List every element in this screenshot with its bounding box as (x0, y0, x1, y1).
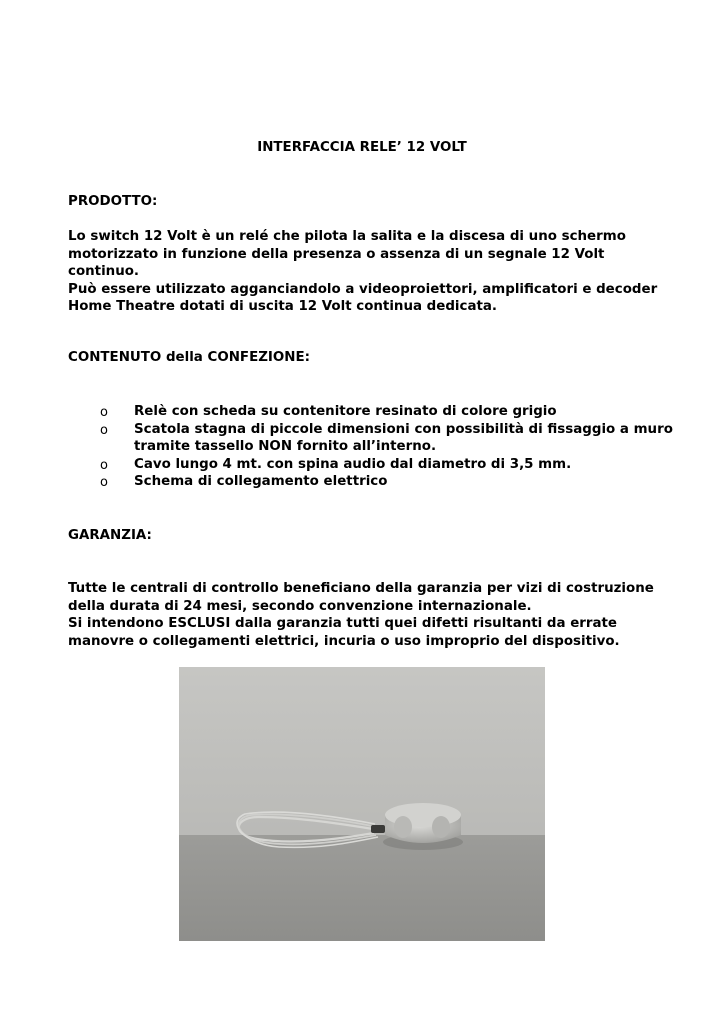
bullet-icon: o (100, 457, 108, 473)
relay-box (383, 803, 463, 850)
list-item-text: tramite tassello NON fornito all’interno. (134, 439, 437, 454)
text-line: Può essere utilizzato agganciandolo a videoproiettori, amplificatori e decoder (68, 281, 658, 297)
audio-plug (371, 825, 385, 833)
section-heading-contenuto: CONTENUTO della CONFEZIONE: (68, 350, 310, 365)
section-heading-prodotto: PRODOTTO: (68, 194, 158, 209)
bullet-icon: o (100, 405, 108, 420)
prodotto-paragraph (68, 228, 668, 316)
text-line: Lo switch 12 Volt è un relé che pilota la salita e la discesa di uno schermo (68, 229, 626, 244)
garanzia-paragraph (68, 580, 668, 650)
list-item-text: Scatola stagna di piccole dimensioni con possibilità di fissaggio a muro (134, 421, 673, 437)
text-line: Home Theatre dotati di uscita 12 Volt continua dedicata. (68, 299, 498, 314)
text-line: Si intendono ESCLUSI dalla garanzia tutti quei difetti risultanti da errate (68, 616, 618, 631)
text-line: motorizzato in funzione della presenza o assenza di un segnale 12 Volt (68, 246, 605, 262)
text-line: Tutte le centrali di controllo beneficiano della garanzia per vizi di costruzione (68, 581, 654, 596)
contents-list (100, 403, 680, 491)
document-title: INTERFACCIA RELE’ 12 VOLT (257, 140, 467, 155)
photo-floor (179, 835, 545, 941)
list-item (100, 456, 680, 474)
text-line: della durata di 24 mesi, secondo convenzione internazionale. (68, 598, 532, 614)
list-item (100, 421, 680, 456)
list-item (100, 473, 680, 491)
text-line: manovre o collegamenti elettrici, incuria o uso improprio del dispositivo. (68, 633, 620, 649)
section-heading-garanzia: GARANZIA: (68, 528, 152, 543)
bullet-icon: o (100, 475, 108, 490)
list-item-text: Relè con scheda su contenitore resinato di colore grigio (134, 404, 557, 419)
bullet-icon: o (100, 422, 108, 438)
list-item (100, 403, 680, 421)
text-line: continuo. (68, 264, 140, 279)
list-item-text: Cavo lungo 4 mt. con spina audio dal diametro di 3,5 mm. (134, 456, 572, 472)
list-item-text: Schema di collegamento elettrico (134, 474, 388, 489)
product-photo (179, 667, 545, 941)
